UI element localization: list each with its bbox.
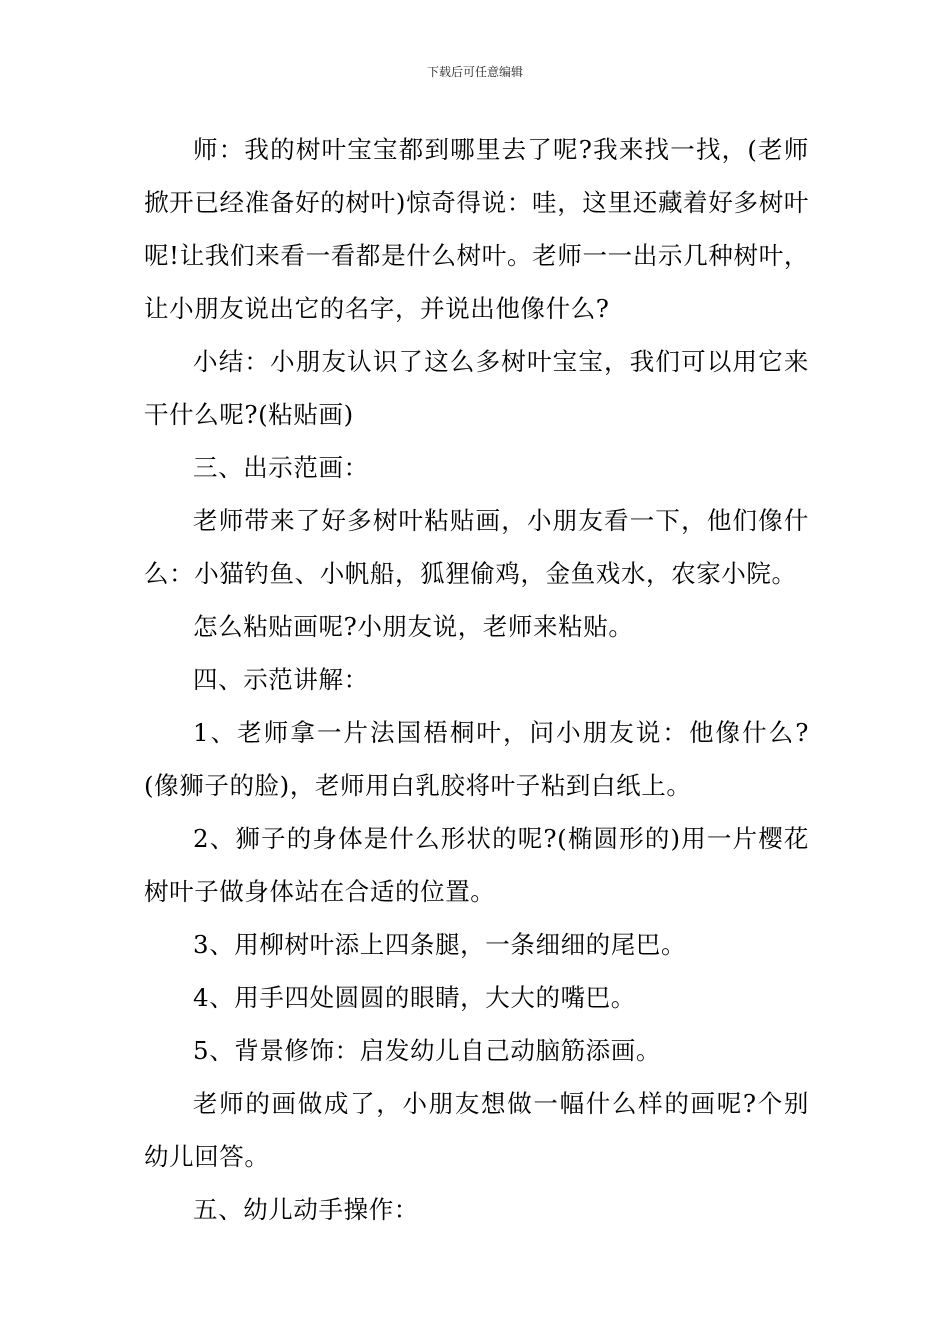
list-item: 3、用柳树叶添上四条腿，一条细细的尾巴。 (193, 930, 687, 959)
document-body (144, 123, 809, 1236)
section-heading: 三、出示范画： (193, 453, 369, 482)
list-item: 5、背景修饰：启发幼儿自己动脑筋添画。 (193, 1036, 661, 1065)
page-header: 下载后可任意编辑 (426, 65, 523, 79)
paragraph: 小结：小朋友认识了这么多树叶宝宝，我们可以用它来干什么呢?(粘贴画) (144, 347, 809, 429)
list-item: 4、用手四处圆圆的眼睛，大大的嘴巴。 (193, 983, 636, 1012)
paragraph: 师：我的树叶宝宝都到哪里去了呢?我来找一找，(老师掀开已经准备好的树叶)惊奇得说：哇，这里还藏着好多树叶呢!让我们来看一看都是什么树叶。老师一一出示几种树叶，让小朋友说出它的名字，并说出他像什么? (144, 135, 809, 323)
section-heading: 四、示范讲解： (193, 665, 369, 694)
list-item: 2、狮子的身体是什么形状的呢?(椭圆形的)用一片樱花树叶子做身体站在合适的位置。 (144, 824, 809, 906)
paragraph: 老师的画做成了，小朋友想做一幅什么样的画呢?个别幼儿回答。 (144, 1089, 809, 1171)
paragraph: 怎么粘贴画呢?小朋友说，老师来粘贴。 (193, 612, 634, 641)
paragraph: 老师带来了好多树叶粘贴画，小朋友看一下，他们像什么：小猫钓鱼、小帆船，狐狸偷鸡，金鱼戏水，农家小院。 (144, 506, 809, 588)
section-heading: 五、幼儿动手操作： (193, 1195, 419, 1224)
list-item: 1、老师拿一片法国梧桐叶，问小朋友说：他像什么?(像狮子的脸)，老师用白乳胶将叶子粘到白纸上。 (144, 718, 809, 800)
